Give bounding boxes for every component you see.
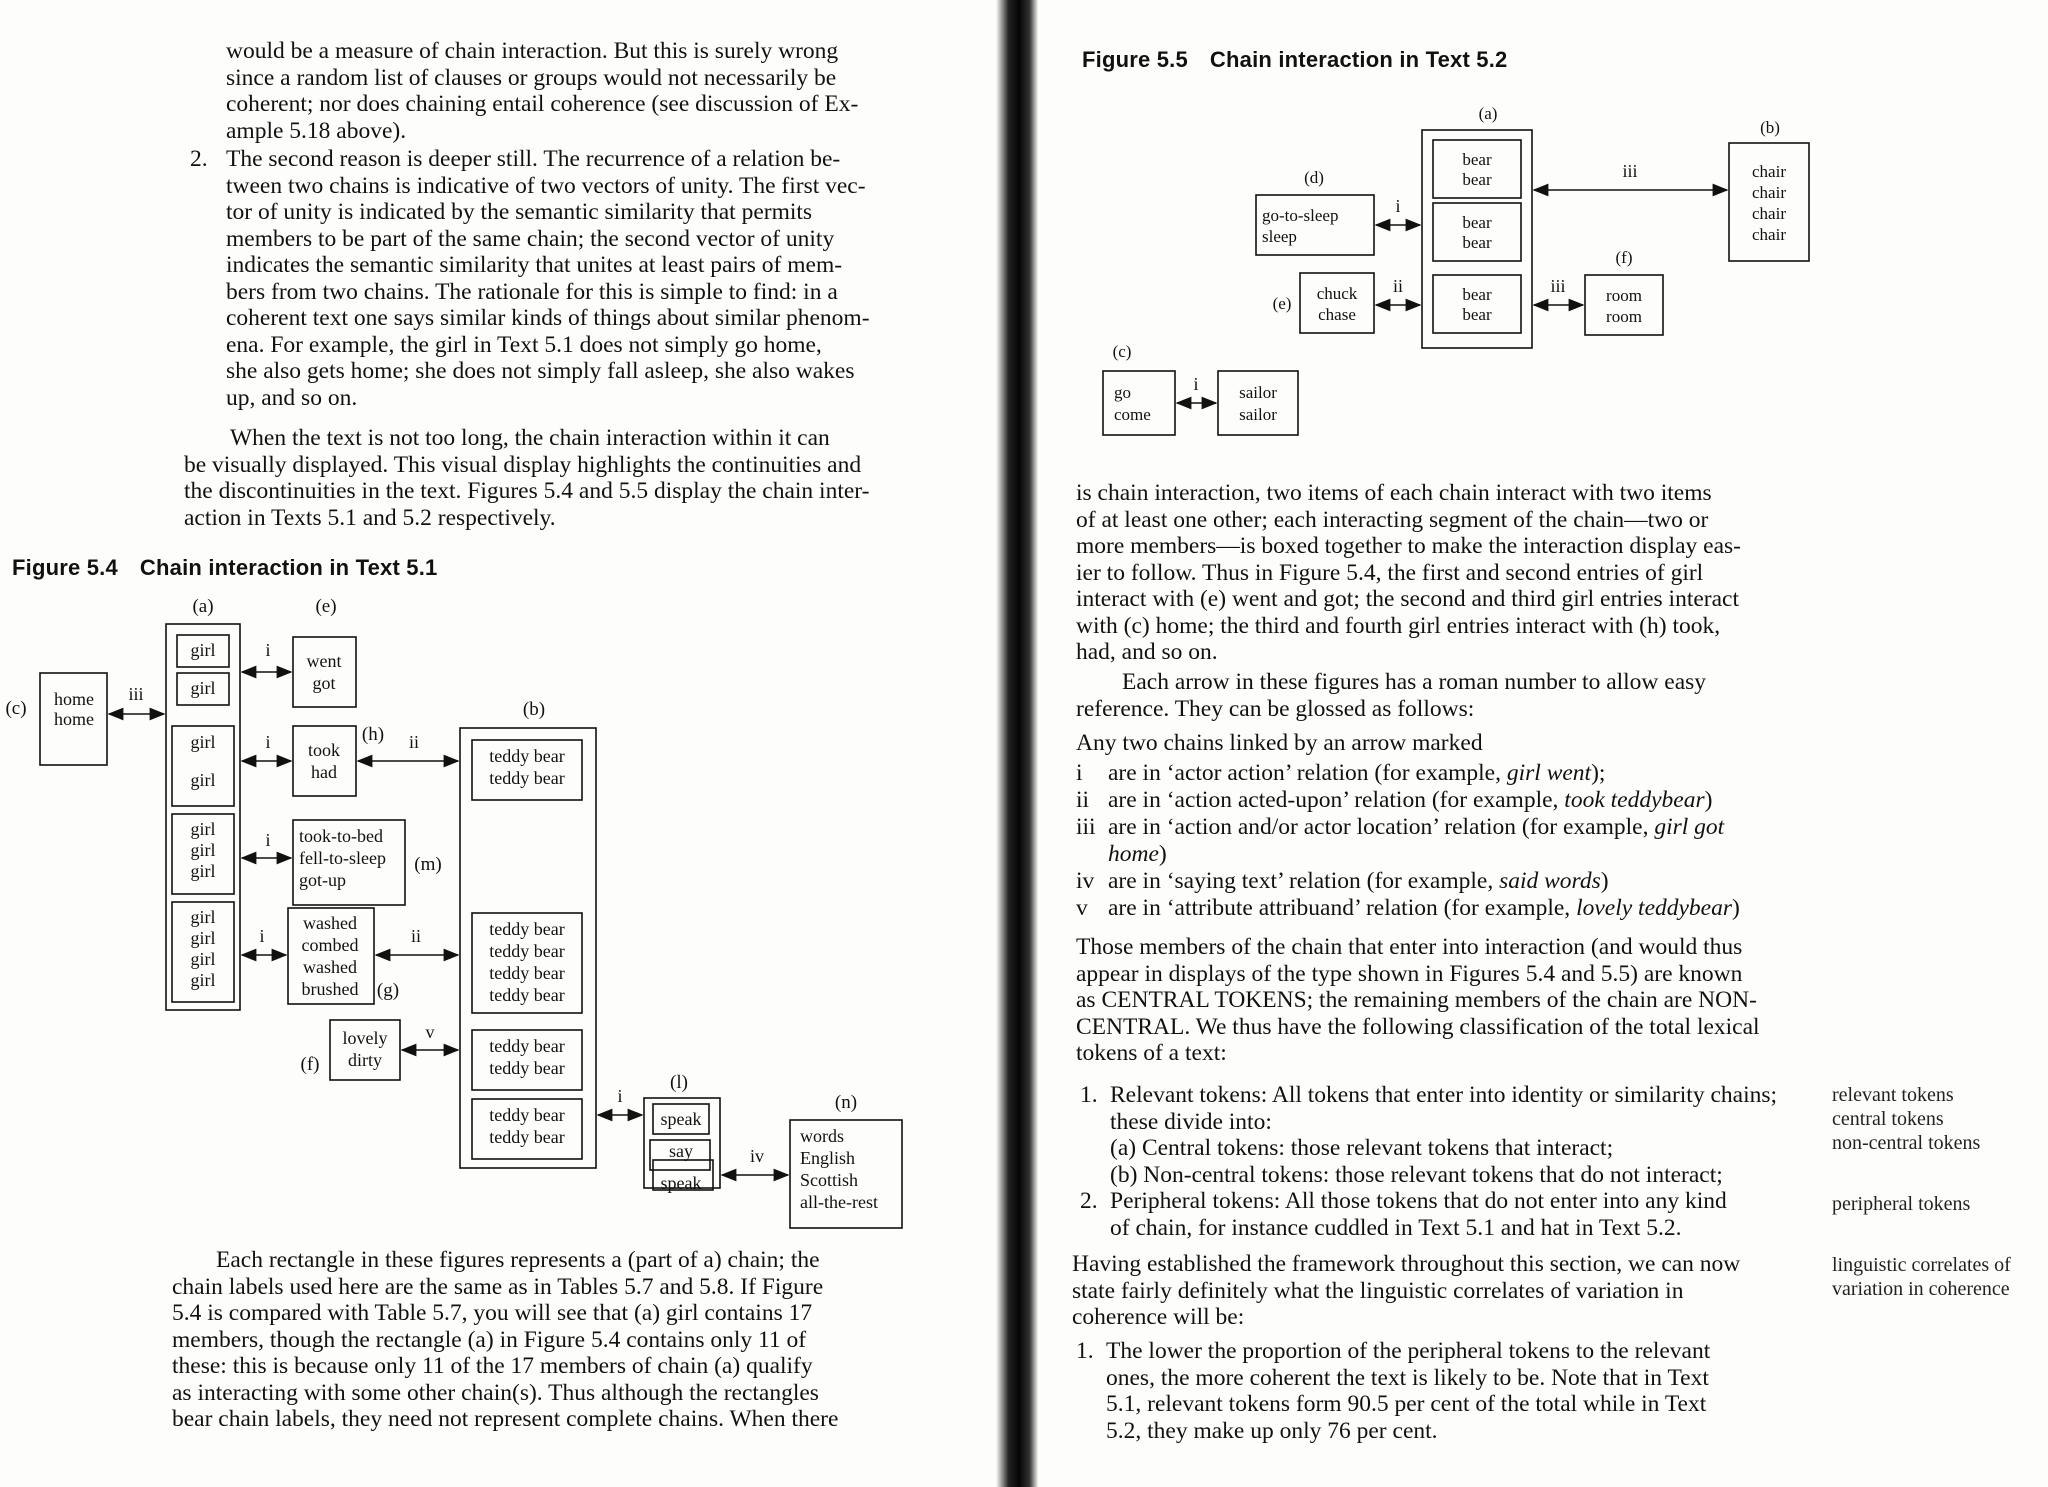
go-to-sleep-box (1256, 195, 1374, 255)
girl-word: girl (190, 678, 216, 698)
teddy-bear-word: teddy bear (489, 941, 565, 961)
text-line (1076, 987, 1816, 1014)
bear-word: bear (1462, 213, 1492, 232)
arrow-label-iv: iv (749, 1146, 765, 1166)
label-d: (d) (1304, 168, 1324, 187)
label-e: (e) (1272, 294, 1292, 313)
any-two-line: Any two chains linked by an arrow marked (1076, 730, 1483, 756)
figure-caption: Chain interaction in Text 5.1 (139, 555, 438, 580)
words-word: words (800, 1126, 844, 1146)
bear-box-1 (1433, 140, 1521, 198)
speak-say-word: speak (660, 1109, 702, 1129)
text-line: (a) Central tokens: those relevant tokens that interact; (1110, 1135, 1614, 1161)
arrow-label-iii: iii (1622, 161, 1638, 181)
chair-word: chair (1752, 204, 1786, 223)
chair-word: chair (1752, 162, 1786, 181)
chuck-chase-word: chuck (1316, 284, 1358, 303)
relation-number: i (1076, 760, 1083, 786)
girl-word: girl (190, 770, 216, 790)
arrow-label-iii: iii (1550, 276, 1566, 296)
figure-5-5-diagram (1070, 95, 1830, 445)
label-b: (b) (1760, 118, 1780, 137)
list-number: 1. (1080, 1082, 1098, 1108)
go-come-box (1103, 371, 1175, 435)
chair-word: chair (1752, 183, 1786, 202)
text-line: reference. They can be glossed as follows: (1076, 695, 1475, 722)
chair-word: chair (1752, 225, 1786, 244)
text-line: Having established the framework throughout this section, we can now (1072, 1251, 1741, 1277)
text-line: with (c) home; the third and fourth girl entries interact with (h) took, (1076, 612, 1721, 639)
relation-end: ) (1704, 787, 1713, 813)
chuck-chase-box (1300, 273, 1374, 333)
text-line: 5.2, they make up only 76 per cent. (1106, 1417, 1438, 1444)
washed-word: brushed (301, 979, 359, 999)
arrow-label-i: i (259, 926, 265, 946)
text-line: 5.4 is compared with Table 5.7, you will see that (a) girl contains 17 (172, 1300, 813, 1326)
lovely-dirty-word: lovely (342, 1028, 388, 1048)
girl-word: girl (190, 840, 216, 860)
washed-word: washed (303, 913, 357, 933)
took-to-bed-word: got-up (299, 870, 346, 890)
text-line: members to be part of the same chain; the second vector of unity (226, 225, 835, 252)
text-line: be visually displayed. This visual display highlights the continuities and (184, 451, 862, 478)
chuck-chase-word: chase (1318, 305, 1356, 324)
girl-word: girl (190, 819, 216, 839)
text-line: ena. For example, the girl in Text 5.1 does not simply go home, (226, 331, 822, 358)
text-line: tor of unity is indicated by the semantic similarity that permits (226, 199, 813, 225)
relation-example: lovely teddybear (1576, 895, 1733, 921)
margin-note-correlates-2: variation in coherence (1832, 1278, 2010, 1300)
sailor-word: sailor (1239, 383, 1277, 402)
relation-example: said words (1499, 868, 1601, 894)
para-arrows (1076, 669, 1816, 722)
text-line: these divide into: (1110, 1108, 1272, 1135)
took-to-bed-word: took-to-bed (299, 826, 383, 846)
text-line: tokens of a text: (1076, 1040, 1227, 1066)
relation-example: girl got (1654, 814, 1725, 840)
go-to-sleep-word: sleep (1262, 227, 1297, 246)
text-line: action in Texts 5.1 and 5.2 respectively. (184, 504, 556, 531)
list-item-2 (190, 146, 916, 411)
figure-caption: Chain interaction in Text 5.2 (1209, 47, 1508, 72)
label-g: (g) (376, 980, 400, 1001)
margin-note-noncentral: non-central tokens (1832, 1132, 1981, 1154)
relation-end: ) (1732, 895, 1740, 921)
label-b: (b) (522, 699, 546, 720)
room-box (1585, 275, 1663, 335)
para-interaction (1076, 480, 1816, 666)
relation-text: are in ‘action acted-upon’ relation (for example, (1108, 787, 1565, 813)
figure-5-5-words (1114, 150, 1786, 424)
bear-word: bear (1462, 233, 1492, 252)
figure-number: Figure 5.5 (1082, 47, 1188, 72)
relation-example: girl went (1506, 760, 1592, 786)
text-line: of chain, for instance cuddled in Text 5.1 and hat in Text 5.2. (1110, 1214, 1682, 1241)
text-line: Peripheral tokens: All those tokens that do not enter into any kind (1110, 1188, 1727, 1214)
text-line: the discontinuities in the text. Figures 5.4 and 5.5 display the chain inter- (184, 478, 870, 504)
text-line: When the text is not too long, the chain interaction within it can (230, 425, 830, 451)
margin-note-correlates: linguistic correlates of (1832, 1254, 2011, 1276)
girl-word: girl (190, 732, 216, 752)
text-line: Each rectangle in these figures represents a (part of a) chain; the (216, 1247, 820, 1273)
relation-text: are in ‘action and/or actor location’ relation (for example, (1108, 814, 1655, 840)
arrow-label-i: i (617, 1086, 623, 1106)
label-m: (m) (414, 854, 442, 875)
para-central-tokens (1076, 934, 1816, 1067)
arrow-label-i: i (1193, 374, 1199, 394)
arrow-label-ii: ii (408, 732, 420, 752)
teddy-bear-word: teddy bear (489, 768, 565, 788)
home-word: home (54, 709, 94, 729)
class-item-1 (1080, 1082, 1816, 1188)
text-line: more members—is boxed together to make the interaction display eas- (1076, 533, 1741, 559)
label-a: (a) (1478, 104, 1498, 123)
text-line: Each arrow in these figures has a roman number to allow easy (1122, 669, 1707, 695)
teddy-bear-word: teddy bear (489, 963, 565, 983)
text-line: would be a measure of chain interaction. But this is surely wrong (226, 38, 839, 64)
text-line: coherent; nor does chaining entail coherence (see discussion of Ex- (226, 91, 859, 117)
relation-text: are in ‘attribute attribuand’ relation (for example, (1108, 895, 1577, 921)
central-tokens-line: as CENTRAL TOKENS; the remaining members of the chain are NON- (1076, 987, 1757, 1013)
figure-5-5-title (1082, 47, 1507, 73)
label-e: (e) (315, 596, 337, 617)
list-number: 1. (1076, 1338, 1094, 1364)
relation-item (1076, 787, 1836, 814)
text-line: indicates the semantic similarity that unites at least pairs of mem- (226, 252, 843, 278)
text-line: members, though the rectangle (a) in Figure 5.4 contains only 11 of (172, 1326, 807, 1353)
text-line: up, and so on. (226, 384, 358, 411)
left-page (0, 0, 1000, 1487)
arrow-label-iii: iii (128, 684, 144, 704)
label-f: (f) (1615, 248, 1633, 267)
text-line: as interacting with some other chain(s). Thus although the rectangles (172, 1379, 819, 1406)
relation-end: ) (1600, 868, 1609, 894)
text-line: 5.1, relevant tokens form 90.5 per cent of the total while in Text (1106, 1391, 1707, 1417)
top-paragraph (226, 38, 916, 144)
text-line: since a random list of clauses or groups would not necessarily be (226, 64, 837, 91)
washed-word: combed (301, 935, 359, 955)
bear-word: bear (1462, 170, 1492, 189)
text-line: these: this is because only 11 of the 17 members of chain (a) qualify (172, 1353, 813, 1379)
bottom-paragraph (172, 1247, 902, 1433)
label-a: (a) (192, 596, 214, 617)
relation-item (1076, 841, 1836, 868)
text-line: state fairly definitely what the linguistic correlates of variation in (1072, 1277, 1684, 1304)
text-line: bers from two chains. The rationale for this is simple to find: in a (226, 278, 838, 305)
relation-end: ) (1158, 841, 1167, 867)
relation-number: iii (1076, 814, 1096, 840)
text-line: tween two chains is indicative of two vectors of unity. The first vec- (226, 172, 866, 199)
bear-word: bear (1462, 305, 1492, 324)
list-number: 2. (190, 146, 208, 172)
relation-end: ); (1591, 760, 1606, 786)
took-had-word: had (311, 762, 337, 782)
label-n: (n) (834, 1092, 858, 1113)
bear-word: bear (1462, 150, 1492, 169)
relation-item (1076, 895, 1836, 922)
teddy-bear-word: teddy bear (489, 1058, 565, 1078)
figure-5-4-title (12, 555, 437, 581)
relation-example: took teddybear (1564, 787, 1705, 813)
girl-word: girl (190, 970, 216, 990)
arrow-label-i: i (265, 732, 271, 752)
text-line: bear chain labels, they need not represent complete chains. When there (172, 1406, 839, 1432)
relation-item (1076, 814, 1836, 841)
label-c: (c) (5, 698, 27, 719)
text-line: ample 5.18 above). (226, 117, 407, 144)
text-line: (b) Non-central tokens: those relevant tokens that do not interact; (1110, 1161, 1723, 1188)
words-word: all-the-rest (800, 1192, 878, 1212)
figure-number: Figure 5.4 (12, 555, 118, 580)
girl-word: girl (190, 928, 216, 948)
took-had-box (293, 726, 356, 796)
arrow-label-ii: ii (410, 926, 422, 946)
lovely-dirty-word: dirty (348, 1050, 382, 1070)
speak-say-word: say (669, 1141, 693, 1161)
display-paragraph (184, 425, 916, 531)
text-line: Those members of the chain that enter into interaction (and would thus (1076, 934, 1743, 960)
room-word: room (1606, 286, 1642, 305)
went-got-word: got (312, 673, 336, 693)
text-line: of at least one other; each interacting segment of the chain—two or (1076, 506, 1709, 533)
arrow-label-ii: ii (1392, 276, 1404, 296)
margin-note-relevant: relevant tokens (1832, 1084, 1954, 1106)
girl-word: girl (190, 907, 216, 927)
label-h: (h) (361, 724, 385, 745)
final-item-1 (1076, 1338, 1812, 1444)
go-come-word: go (1114, 383, 1131, 402)
teddy-bear-word: teddy bear (489, 1105, 565, 1125)
relation-example: home (1108, 841, 1159, 867)
text-line: The second reason is deeper still. The recurrence of a relation be- (226, 146, 841, 172)
label-l: (l) (670, 1072, 688, 1093)
label-f: (f) (300, 1054, 320, 1075)
text-line: The lower the proportion of the peripheral tokens to the relevant (1106, 1338, 1711, 1364)
words-word: English (800, 1148, 856, 1168)
arrow-label-v: v (425, 1022, 435, 1042)
text-line: appear in displays of the type shown in Figures 5.4 and 5.5) are known (1076, 960, 1743, 987)
washed-word: washed (303, 957, 357, 977)
words-word: Scottish (800, 1170, 859, 1190)
text-line: she also gets home; she does not simply fall asleep, she also wakes (226, 358, 855, 384)
room-word: room (1606, 307, 1642, 326)
teddy-bear-word: teddy bear (489, 1036, 565, 1056)
text-line: coherence will be: (1072, 1304, 1245, 1330)
relation-number: iv (1076, 868, 1095, 894)
teddy-bear-word: teddy bear (489, 1127, 565, 1147)
relation-text: are in ‘actor action’ relation (for example, (1108, 760, 1507, 786)
relation-text: are in ‘saying text’ relation (for example, (1108, 868, 1500, 894)
home-word: home (54, 689, 94, 709)
figure-5-4-diagram (0, 590, 920, 1240)
relation-number: v (1076, 895, 1088, 921)
text-line: coherent text one says similar kinds of things about similar phenom- (226, 305, 870, 331)
right-page (1010, 0, 2048, 1487)
margin-note-central: central tokens (1832, 1108, 1944, 1130)
bear-word: bear (1462, 285, 1492, 304)
girl-word: girl (190, 640, 216, 660)
text-line: chain labels used here are the same as in Tables 5.7 and 5.8. If Figure (172, 1273, 824, 1300)
speak-say-word: speak (660, 1173, 702, 1193)
arrow-label-i: i (265, 640, 271, 660)
bear-box-2 (1433, 203, 1521, 261)
class-item-2 (1080, 1188, 1816, 1241)
relation-number: ii (1076, 787, 1090, 813)
text-line: ones, the more coherent the text is likely to be. Note that in Text (1106, 1364, 1709, 1391)
go-to-sleep-word: go-to-sleep (1262, 206, 1339, 225)
went-got-word: went (306, 651, 342, 671)
took-had-word: took (307, 740, 341, 760)
text-line: had, and so on. (1076, 639, 1218, 665)
teddy-bear-word: teddy bear (489, 746, 565, 766)
para-correlates (1072, 1251, 1816, 1331)
teddy-bear-word: teddy bear (489, 919, 565, 939)
relation-item (1076, 760, 1836, 787)
list-number: 2. (1080, 1188, 1098, 1214)
margin-note-peripheral: peripheral tokens (1832, 1193, 1971, 1215)
sailor-box (1218, 371, 1298, 435)
teddy-bear-word: teddy bear (489, 985, 565, 1005)
text-line: is chain interaction, two items of each chain interact with two items (1076, 480, 1712, 506)
relation-item (1076, 868, 1836, 895)
relation-list (1076, 760, 1836, 922)
bear-box-3 (1433, 275, 1521, 333)
text-line: interact with (e) went and got; the second and third girl entries interact (1076, 586, 1739, 612)
went-got-box (293, 637, 356, 707)
text-line: Relevant tokens: All tokens that enter into identity or similarity chains; (1110, 1082, 1778, 1108)
label-c: (c) (1112, 342, 1132, 361)
took-to-bed-word: fell-to-sleep (299, 848, 386, 868)
go-come-word: come (1114, 405, 1151, 424)
girl-word: girl (190, 861, 216, 881)
arrow-label-i: i (1395, 196, 1401, 216)
text-line: CENTRAL. We thus have the following classification of the total lexical (1076, 1013, 1760, 1040)
arrow-label-i: i (265, 830, 271, 850)
girl-word: girl (190, 949, 216, 969)
sailor-word: sailor (1239, 405, 1277, 424)
text-line: ier to follow. Thus in Figure 5.4, the first and second entries of girl (1076, 559, 1704, 586)
